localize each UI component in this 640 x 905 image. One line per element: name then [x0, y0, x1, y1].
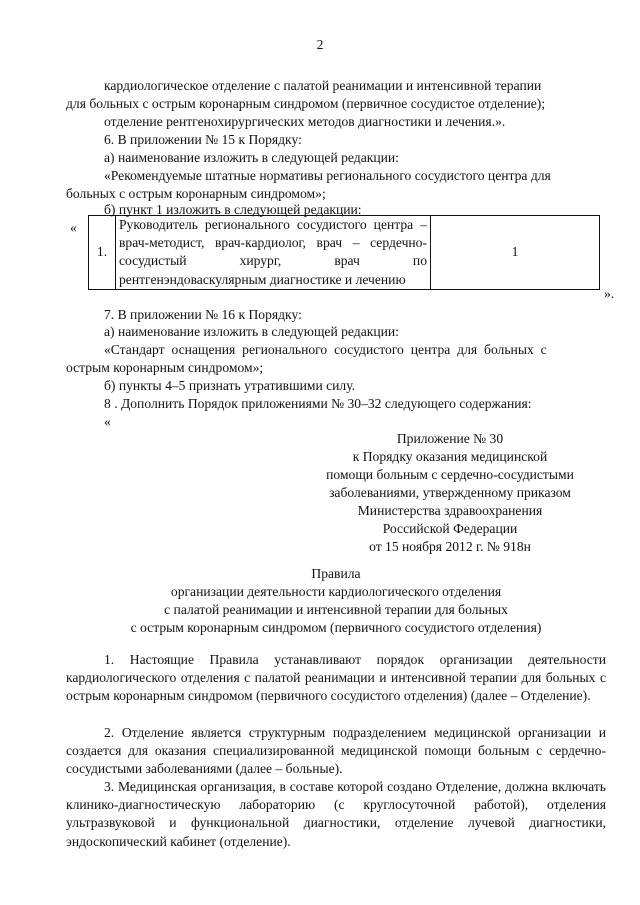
appendix-line: от 15 ноября 2012 г. № 918н [369, 539, 531, 554]
text-line: « [104, 414, 111, 429]
text-line: 8 . Дополнить Порядок приложениями № 30–32 следующего содержания: [104, 396, 532, 411]
text-line: кардиологическое отделение с палатой реанимации и интенсивной терапии [104, 78, 542, 93]
appendix-line: Министерства здравоохранения [357, 503, 543, 518]
document-subtitle: организации деятельности кардиологического отделения [170, 584, 502, 599]
text-line: для больных с острым коронарным синдромом (первичное сосудистое отделение); [66, 96, 546, 111]
position-cell: Руководитель регионального сосудистого центра – врач-методист, врач-кардиолог, врач – сердечно-сосудистый хирург, врач по рентгенэндоваскулярным диагностике и лечению [116, 216, 431, 290]
document-title: Правила [311, 566, 361, 581]
text-line: отделение рентгенохирургических методов диагностики и лечения.». [104, 114, 506, 129]
text-line: «Стандарт оснащения регионального сосудистого центра для больных с [104, 342, 547, 357]
document-subtitle: с палатой реанимации и интенсивной терапии для больных [164, 602, 508, 617]
open-quote: « [70, 220, 77, 235]
staffing-table [88, 215, 600, 290]
quantity-cell: 1 [431, 216, 600, 290]
paragraph-1: 1. Настоящие Правила устанавливают порядок организации деятельности кардиологического отделения с палатой реанимации и интенсивной терапии для больных с острым коронарным синдромом (первичного сосудистого отделения) (далее – Отделение). [66, 652, 606, 704]
paragraph-3: 3. Медицинская организация, в составе которой создано Отделение, должна включать клинико-диагностическую лабораторию (с круглосуточной работой), отделения ультразвуковой и функциональной диагностики, отделение лучевой диагностики, эндоскопический кабинет (отделение). [66, 779, 606, 849]
close-quote: ». [604, 286, 615, 301]
text-line: 6. В приложении № 15 к Порядку: [104, 132, 302, 147]
text-line: а) наименование изложить в следующей редакции: [104, 324, 399, 339]
text-line: 7. В приложении № 16 к Порядку: [104, 307, 302, 322]
text-line: б) пункты 4–5 признать утратившими силу. [104, 378, 356, 393]
text-line: острым коронарным синдромом»; [66, 360, 264, 375]
text-line: а) наименование изложить в следующей редакции: [104, 150, 399, 165]
text-line: б) пункт 1 изложить в следующей редакции: [104, 202, 362, 217]
paragraph-2: 2. Отделение является структурным подразделением медицинской организации и создается для оказания специализированной медицинской помощи больным с сердечно-сосудистыми заболеваниями (далее – больные). [66, 725, 606, 777]
appendix-line: помощи больным с сердечно-сосудистыми [326, 467, 574, 482]
appendix-line: Приложение № 30 [396, 431, 504, 446]
appendix-line: Российской Федерации [382, 521, 518, 536]
table-row [89, 216, 600, 290]
appendix-line: к Порядку оказания медицинской [352, 449, 548, 464]
document-subtitle: с острым коронарным синдромом (первичного сосудистого отделения) [130, 620, 542, 635]
page-number: 2 [316, 37, 324, 52]
text-line: «Рекомендуемые штатные нормативы регионального сосудистого центра для [104, 168, 551, 183]
row-number: 1. [89, 216, 116, 290]
appendix-line: заболеваниями, утвержденному приказом [329, 485, 571, 500]
text-line: больных с острым коронарным синдромом»; [66, 186, 326, 201]
